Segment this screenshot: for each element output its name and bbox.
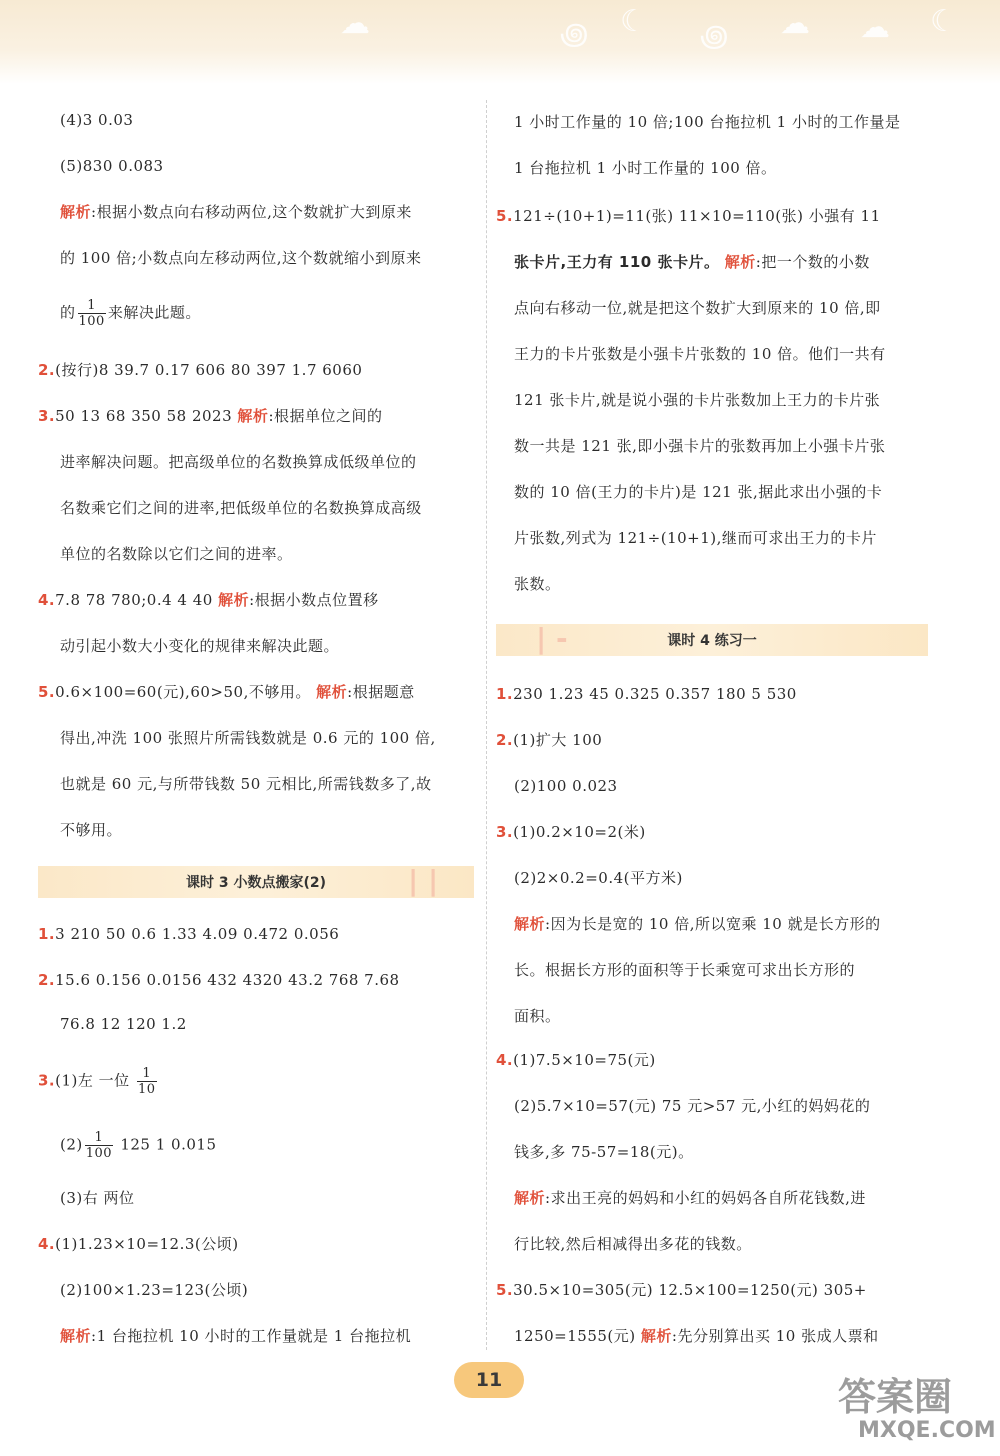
answer-line: (2)2×0.2=0.4(平方米) xyxy=(514,869,683,887)
analysis-line xyxy=(514,912,881,936)
analysis-line: 进率解决问题。把高级单位的名数换算成低级单位的 xyxy=(60,453,417,471)
analysis-text: :把一个数的小数 xyxy=(755,253,870,271)
question-number: 4. xyxy=(496,1051,514,1069)
lesson3-question-2 xyxy=(38,968,400,992)
header-decoration-band xyxy=(0,0,1000,84)
cloud-icon: ☁ xyxy=(340,6,370,41)
answer-text: 121÷(10+1)=11(张) 11×10=110(张) 小强有 11 xyxy=(513,207,881,225)
answer-line xyxy=(514,250,870,274)
column-divider xyxy=(486,100,487,1350)
question-number: 1. xyxy=(496,685,514,703)
analysis-line: 点向右移动一位,就是把这个数扩大到原来的 10 倍,即 xyxy=(514,299,881,317)
question-4 xyxy=(38,588,379,612)
section-title: 课时 4 练习一 xyxy=(667,633,757,649)
analysis-line: 也就是 60 元,与所带钱数 50 元相比,所需钱数多了,故 xyxy=(60,775,432,793)
analysis-label: 解析 xyxy=(514,1189,546,1207)
question-5 xyxy=(38,680,415,704)
analysis-line: 得出,冲洗 100 张照片所需钱数就是 0.6 元的 100 倍, xyxy=(60,729,436,747)
analysis-text: :根据小数点位置移 xyxy=(249,591,379,609)
analysis-label: 解析 xyxy=(724,253,756,271)
section-title: 课时 3 小数点搬家(2) xyxy=(185,875,327,891)
fraction xyxy=(85,1130,113,1161)
analysis-text: :根据单位之间的 xyxy=(268,407,383,425)
analysis-label: 解析 xyxy=(60,1327,92,1345)
lesson4-question-5 xyxy=(496,1278,867,1302)
answer-text: 张卡片,王力有 110 张卡片。 xyxy=(514,253,720,271)
fraction-denominator: 100 xyxy=(85,1146,113,1161)
answer-line: (5)830 0.083 xyxy=(60,157,164,175)
moon-icon: ☾ xyxy=(930,4,957,39)
question-5 xyxy=(496,204,881,228)
analysis-label: 解析 xyxy=(316,683,348,701)
page-number: 11 xyxy=(454,1362,524,1398)
answer-text: (1)扩大 100 xyxy=(513,731,603,749)
analysis-line: 121 张卡片,就是说小强的卡片张数加上王力的卡片张 xyxy=(514,391,881,409)
analysis-line: 行比较,然后相减得出多花的钱数。 xyxy=(514,1235,752,1253)
section-header-lesson-3 xyxy=(38,866,474,898)
analysis-text: :因为长是宽的 10 倍,所以宽乘 10 就是长方形的 xyxy=(545,915,881,933)
analysis-text: :1 台拖拉机 10 小时的工作量就是 1 台拖拉机 xyxy=(91,1327,412,1345)
lesson4-question-4 xyxy=(496,1048,656,1072)
analysis-line: 面积。 xyxy=(514,1007,561,1025)
watermark-domain: MXQE.COM xyxy=(858,1418,996,1443)
answer-text: 15.6 0.156 0.0156 432 4320 43.2 768 7.68 xyxy=(55,971,400,989)
question-number: 1. xyxy=(38,925,56,943)
analysis-label: 解析 xyxy=(218,591,250,609)
answer-line: 76.8 12 120 1.2 xyxy=(60,1015,187,1033)
answer-line: (2)100×1.23=123(公顷) xyxy=(60,1281,249,1299)
question-number: 5. xyxy=(38,683,56,701)
lesson3-question-4 xyxy=(38,1232,239,1256)
analysis-line: 长。根据长方形的面积等于长乘宽可求出长方形的 xyxy=(514,961,856,979)
fraction xyxy=(137,1066,157,1097)
analysis-text: :根据小数点向右移动两位,这个数就扩大到原来 xyxy=(91,203,412,221)
answer-text: (1)0.2×10=2(米) xyxy=(513,823,646,841)
answer-line: 钱多,多 75-57=18(元)。 xyxy=(514,1143,694,1161)
fraction-denominator: 10 xyxy=(137,1082,156,1097)
text: 来解决此题。 xyxy=(107,303,201,322)
question-number: 4. xyxy=(38,1235,56,1253)
analysis-line: 动引起小数大小变化的规律来解决此题。 xyxy=(60,637,340,655)
fraction-numerator: 1 xyxy=(78,298,106,314)
analysis-line: 片张数,列式为 121÷(10+1),继而可求出王力的卡片 xyxy=(514,529,877,547)
analysis-line: 不够用。 xyxy=(60,821,123,839)
cloud-icon: ☁ xyxy=(860,10,890,45)
question-2 xyxy=(38,358,362,382)
question-number: 5. xyxy=(496,207,514,225)
answer-text: (1)左 一位 xyxy=(55,1071,130,1090)
lesson4-question-1 xyxy=(496,682,797,706)
analysis-line: 数的 10 倍(王力的卡片)是 121 张,据此求出小强的卡 xyxy=(514,483,883,501)
question-number: 3. xyxy=(38,1071,56,1090)
analysis-label: 解析 xyxy=(237,407,269,425)
fraction-numerator: 1 xyxy=(137,1066,157,1082)
answer-text: 1250=1555(元) xyxy=(514,1327,636,1345)
fraction xyxy=(78,298,106,329)
lesson4-question-2 xyxy=(496,728,602,752)
analysis-text: :求出王亮的妈妈和小红的妈妈各自所花钱数,进 xyxy=(545,1189,866,1207)
analysis-line xyxy=(60,200,412,224)
question-number: 3. xyxy=(38,407,56,425)
swirl-icon: ꩜ xyxy=(560,17,589,52)
analysis-line: 的 100 倍;小数点向左移动两位,这个数就缩小到原来 xyxy=(60,249,422,267)
section-header-lesson-4 xyxy=(496,624,928,656)
analysis-line xyxy=(60,298,201,329)
answer-text: 50 13 68 350 58 2023 xyxy=(55,407,233,425)
question-number: 2. xyxy=(38,361,56,379)
answer-text: 0.6×100=60(元),60>50,不够用。 xyxy=(55,683,311,701)
moon-icon: ☾ xyxy=(620,4,647,39)
answer-text: (1)7.5×10=75(元) xyxy=(513,1051,656,1069)
analysis-line: 单位的名数除以它们之间的进率。 xyxy=(60,545,293,563)
question-number: 2. xyxy=(496,731,514,749)
lesson4-question-3 xyxy=(496,820,646,844)
cloud-icon: ☁ xyxy=(780,6,810,41)
fraction-denominator: 100 xyxy=(78,314,105,329)
analysis-line xyxy=(514,1186,866,1210)
answer-text: (1)1.23×10=12.3(公顷) xyxy=(55,1235,239,1253)
analysis-line: 王力的卡片张数是小强卡片张数的 10 倍。他们一共有 xyxy=(514,345,886,363)
analysis-text: :先分别算出买 10 张成人票和 xyxy=(671,1327,879,1345)
answer-line: (4)3 0.03 xyxy=(60,111,134,129)
watermark-title: 答案圈 xyxy=(838,1375,953,1419)
watermark-logo xyxy=(830,1360,996,1450)
analysis-line: 1 小时工作量的 10 倍;100 台拖拉机 1 小时的工作量是 xyxy=(514,113,901,131)
text: 125 1 0.015 xyxy=(115,1135,217,1154)
question-3 xyxy=(38,404,383,428)
answer-line: (2)100 0.023 xyxy=(514,777,618,795)
answer-text: (按行)8 39.7 0.17 606 80 397 1.7 6060 xyxy=(55,361,363,379)
question-number: 2. xyxy=(38,971,56,989)
fraction-numerator: 1 xyxy=(85,1130,113,1146)
answer-line xyxy=(514,1324,879,1348)
answer-line: (2)5.7×10=57(元) 75 元>57 元,小红的妈妈花的 xyxy=(514,1097,871,1115)
answer-line: (3)右 两位 xyxy=(60,1189,135,1207)
text: (2) xyxy=(60,1135,83,1154)
swirl-icon: ꩜ xyxy=(700,19,729,54)
analysis-line: 数一共是 121 张,即小强卡片的张数再加上小强卡片张 xyxy=(514,437,886,455)
answer-text: 30.5×10=305(元) 12.5×100=1250(元) 305+ xyxy=(513,1281,867,1299)
answer-text: 7.8 78 780;0.4 4 40 xyxy=(55,591,213,609)
analysis-label: 解析 xyxy=(514,915,546,933)
analysis-label: 解析 xyxy=(640,1327,672,1345)
analysis-line: 1 台拖拉机 1 小时工作量的 100 倍。 xyxy=(514,159,777,177)
analysis-text: :根据题意 xyxy=(347,683,415,701)
question-number: 3. xyxy=(496,823,514,841)
question-number: 4. xyxy=(38,591,56,609)
answer-text: 3 210 50 0.6 1.33 4.09 0.472 0.056 xyxy=(55,925,340,943)
section-decoration: | | xyxy=(408,864,439,897)
question-number: 5. xyxy=(496,1281,514,1299)
analysis-line: 张数。 xyxy=(514,575,561,593)
lesson3-question-1 xyxy=(38,922,339,946)
analysis-line: 名数乘它们之间的进率,把低级单位的名数换算成高级 xyxy=(60,499,422,517)
analysis-label: 解析 xyxy=(60,203,92,221)
answer-line xyxy=(60,1130,217,1161)
section-decoration: | - xyxy=(536,622,568,655)
lesson3-question-3 xyxy=(38,1066,159,1097)
text: 的 xyxy=(60,303,76,322)
answer-text: 230 1.23 45 0.325 0.357 180 5 530 xyxy=(513,685,797,703)
analysis-line xyxy=(60,1324,411,1348)
